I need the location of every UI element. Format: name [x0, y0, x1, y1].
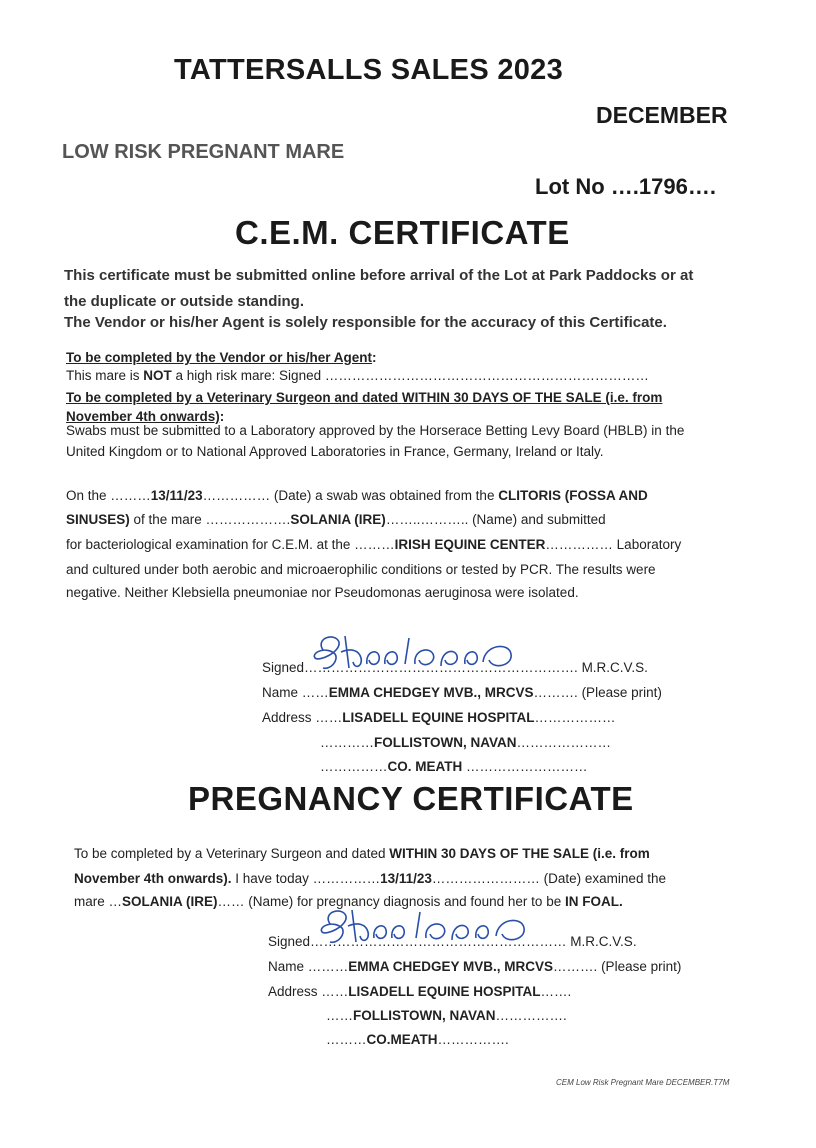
- cem-signed-dots: …………………………………………………….: [304, 660, 578, 675]
- bact-post: …………… Laboratory: [545, 537, 682, 552]
- cem-address-2-dots: …………………: [516, 735, 611, 750]
- cem-name-dots: ……….: [533, 685, 578, 700]
- pregnancy-name-dots: ……….: [553, 959, 598, 974]
- cem-address-1-dots: ………………: [534, 710, 616, 725]
- pregnancy-address-line-1: [268, 984, 571, 999]
- pregnancy-address-label: Address ……: [268, 984, 349, 999]
- sale-month: DECEMBER: [596, 102, 728, 128]
- pregnancy-signed-line: [268, 934, 637, 949]
- cem-mrcvs: M.R.C.V.S.: [577, 660, 648, 675]
- pregnancy-heading: PREGNANCY CERTIFICATE: [188, 780, 634, 817]
- pregnancy-name-label: Name ………: [268, 959, 349, 974]
- cem-vet-name: EMMA CHEDGEY MVB., MRCVS: [328, 685, 534, 700]
- pregnancy-signed-label: Signed: [268, 934, 311, 949]
- cem-please-print: (Please print): [577, 685, 662, 700]
- pregnancy-line-2-bold: November 4th onwards).: [74, 871, 232, 886]
- vet-heading-1b: WITHIN 30 DAYS OF THE SALE (i.e. from: [401, 390, 663, 405]
- cem-address-2-pre: …………: [320, 735, 374, 750]
- vet-heading-1a: To be completed by a Veterinary Surgeon and dated: [66, 390, 402, 405]
- pregnancy-vet-name: EMMA CHEDGEY MVB., MRCVS: [348, 959, 554, 974]
- vet-heading-2: November 4th onwards): [66, 409, 220, 424]
- cem-name-line: [262, 685, 662, 700]
- vet-heading-line-1: [66, 390, 662, 405]
- document-title: TATTERSALLS SALES 2023: [174, 54, 564, 86]
- cem-address-3-pre: ……………: [320, 759, 388, 774]
- pregnancy-line-1-bold: WITHIN 30 DAYS OF THE SALE (i.e. from: [389, 846, 650, 861]
- of-mare-label: of the mare ……………….: [129, 512, 291, 527]
- swabs-line-2: United Kingdom or to National Approved Laboratories in France, Germany, Ireland or Italy.: [66, 444, 604, 459]
- lot-label: Lot No: [535, 174, 605, 199]
- cem-address-1: LISADELL EQUINE HOSPITAL: [342, 710, 535, 725]
- on-the-label: On the ………: [66, 488, 151, 503]
- pregnancy-address-3-pre: ………: [326, 1032, 367, 1047]
- pregnancy-address-1: LISADELL EQUINE HOSPITAL: [348, 984, 541, 999]
- vendor-heading-colon: :: [372, 350, 377, 365]
- lot-number: 1796: [638, 174, 688, 199]
- vendor-declaration: [66, 368, 649, 383]
- swab-date-post: …………… (Date) a swab was obtained from the: [202, 488, 499, 503]
- cem-address-3: CO. MEATH: [387, 759, 463, 774]
- cem-signed-line: [262, 660, 648, 675]
- cem-intro-line-1: This certificate must be submitted online before arrival of the Lot at Park Paddocks or at: [64, 267, 694, 284]
- swab-date: 13/11/23: [150, 488, 203, 503]
- cem-address-2: FOLLISTOWN, NAVAN: [374, 735, 517, 750]
- pregnancy-address-line-3: [326, 1032, 509, 1047]
- vendor-heading: [66, 350, 377, 365]
- pregnancy-signed-dots: …………………………………………………: [310, 934, 567, 949]
- pregnancy-line-2: [74, 871, 666, 886]
- cem-address-3-dots: ………………………: [462, 759, 588, 774]
- pregnancy-address-3-dots: …………….: [437, 1032, 509, 1047]
- lot-dots-post: ….: [687, 174, 716, 199]
- lot-dots-pre: ….: [610, 174, 639, 199]
- pregnancy-line-1: [74, 846, 650, 861]
- pregnancy-result: IN FOAL.: [564, 894, 623, 909]
- pregnancy-address-2: FOLLISTOWN, NAVAN: [353, 1008, 496, 1023]
- swab-site-1: CLITORIS (FOSSA AND: [498, 488, 648, 503]
- cem-address-line-2: [320, 735, 611, 750]
- pregnancy-address-2-pre: ……: [326, 1008, 353, 1023]
- cem-intro-line-3: The Vendor or his/her Agent is solely responsible for the accuracy of this Certificate.: [64, 314, 667, 331]
- pregnancy-exam-date: 13/11/23: [380, 871, 432, 886]
- cultured-line-2: negative. Neither Klebsiella pneumoniae nor Pseudomonas aeruginosa were isolated.: [66, 585, 579, 600]
- pregnancy-mare-name: SOLANIA (IRE): [122, 894, 218, 909]
- bact-pre: for bacteriological examination for C.E.M. at the ………: [66, 537, 395, 552]
- cem-name-post: ……..……….. (Name) and submitted: [385, 512, 606, 527]
- pregnancy-line-3-mid: …… (Name) for pregnancy diagnosis and found her to be: [217, 894, 565, 909]
- swab-site-2: SINUSES): [66, 512, 130, 527]
- swabs-line-1: Swabs must be submitted to a Laboratory approved by the Horserace Betting Levy Board (HBLB) in the: [66, 423, 685, 438]
- vendor-line-post: a high risk mare: Signed ………………………………………………………………: [171, 368, 649, 383]
- lot-number-line: [535, 174, 716, 200]
- cem-intro-line-2: the duplicate or outside standing.: [64, 293, 305, 310]
- mare-type: LOW RISK PREGNANT MARE: [62, 141, 345, 163]
- vet-heading-colon: :: [219, 409, 225, 424]
- lab-line: [66, 537, 681, 552]
- pregnancy-please-print: (Please print): [597, 959, 682, 974]
- vet-heading-line-2: [66, 409, 224, 424]
- vendor-line-not: NOT: [143, 368, 172, 383]
- cem-signed-label: Signed: [262, 660, 305, 675]
- pregnancy-address-2-dots: …………….: [495, 1008, 567, 1023]
- swab-mare-line: [66, 512, 606, 527]
- pregnancy-line-3-pre: mare …: [74, 894, 123, 909]
- cultured-line-1: and cultured under both aerobic and microaerophilic conditions or tested by PCR. The results were: [66, 562, 656, 577]
- pregnancy-line-2-post: …………………… (Date) examined the: [431, 871, 666, 886]
- pregnancy-address-line-2: [326, 1008, 567, 1023]
- cem-address-line-3: [320, 759, 588, 774]
- cem-mare-name: SOLANIA (IRE): [290, 512, 386, 527]
- pregnancy-address-3: CO.MEATH: [366, 1032, 438, 1047]
- swab-date-line: [66, 488, 648, 503]
- pregnancy-address-1-dots: …….: [540, 984, 572, 999]
- pregnancy-line-1-pre: To be completed by a Veterinary Surgeon and dated: [74, 846, 390, 861]
- lab-name: IRISH EQUINE CENTER: [394, 537, 546, 552]
- cem-heading: C.E.M. CERTIFICATE: [235, 214, 570, 251]
- vendor-line-pre: This mare is: [66, 368, 144, 383]
- pregnancy-name-line: [268, 959, 681, 974]
- cem-address-line-1: [262, 710, 616, 725]
- footer-code: CEM Low Risk Pregnant Mare DECEMBER.T7M: [556, 1078, 730, 1087]
- pregnancy-mrcvs: M.R.C.V.S.: [566, 934, 637, 949]
- cem-name-label: Name ……: [262, 685, 329, 700]
- vendor-heading-text: To be completed by the Vendor or his/her Agent: [66, 350, 373, 365]
- pregnancy-line-2-mid: I have today ……………: [231, 871, 381, 886]
- cem-address-label: Address ……: [262, 710, 343, 725]
